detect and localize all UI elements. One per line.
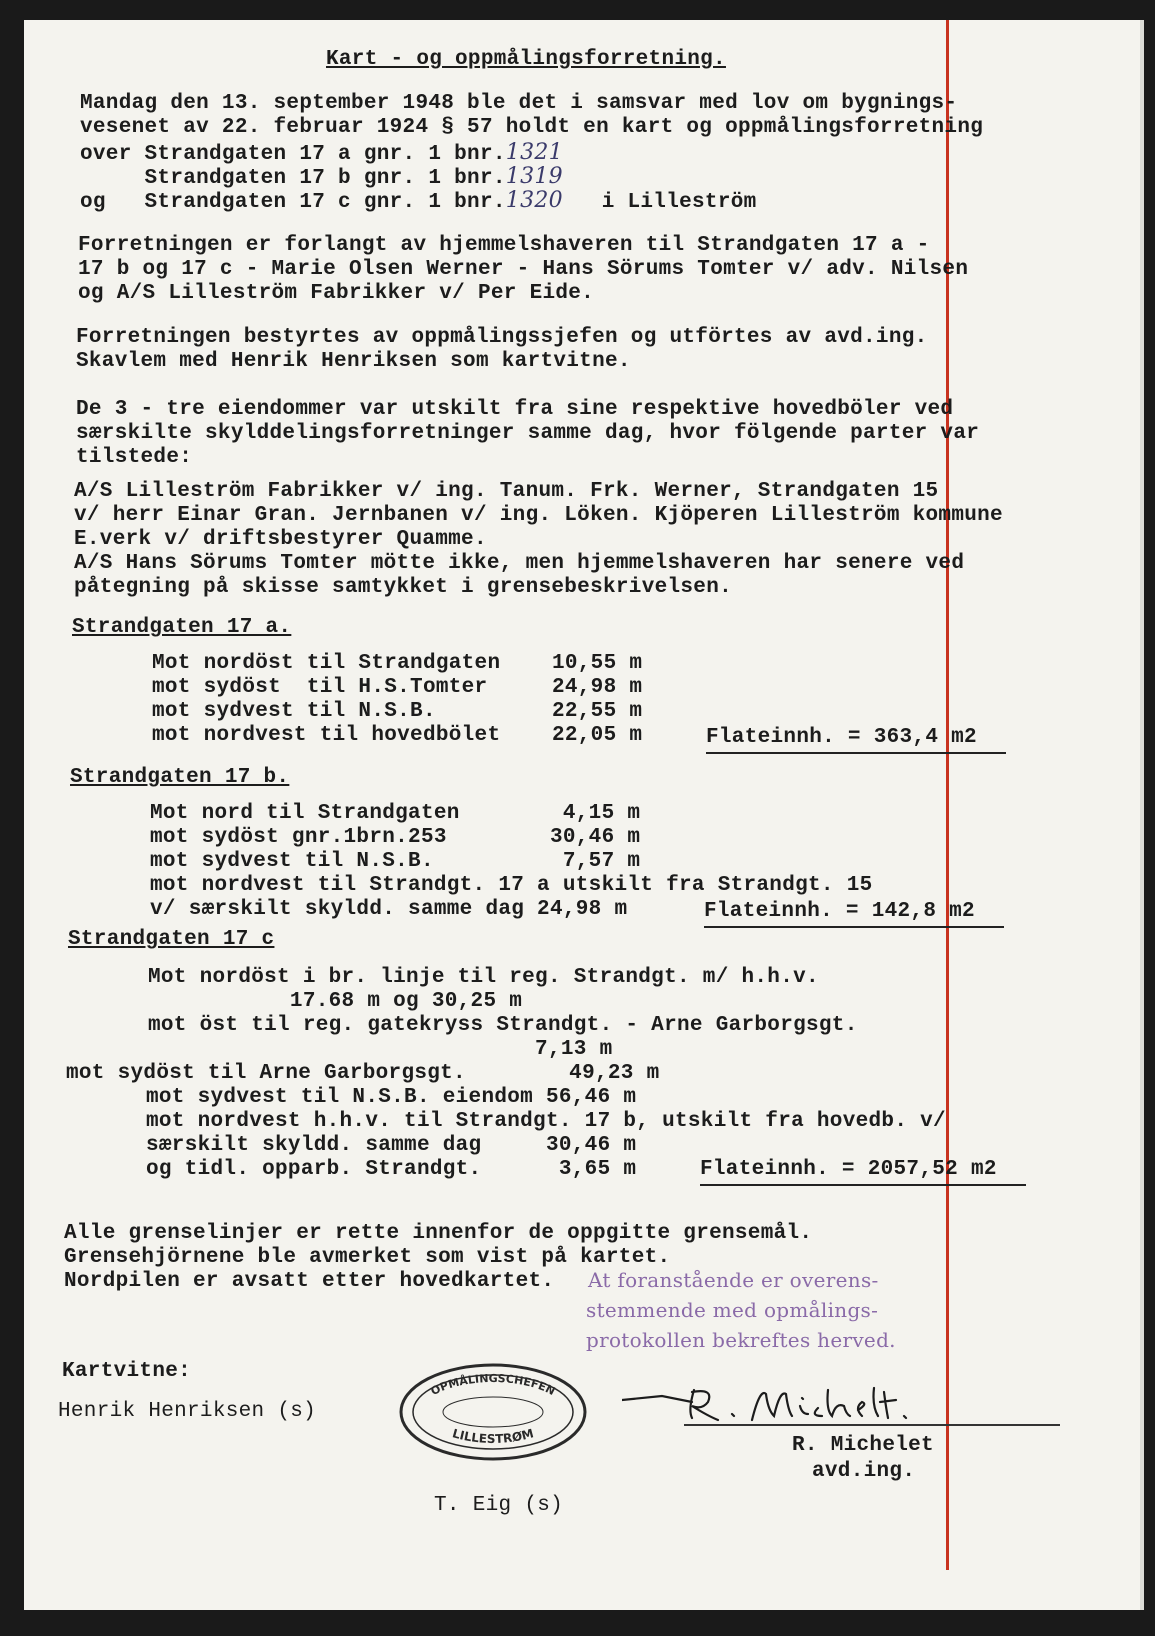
- para5-line-2: v/ herr Einar Gran. Jernbanen v/ ing. Löken. Kjöperen Lilleström kommune: [74, 504, 1003, 527]
- stamp-line-1: At foranstående er overens-: [588, 1268, 879, 1292]
- document-title: Kart - og oppmålingsforretning.: [326, 48, 726, 71]
- area-underline: [704, 926, 1004, 928]
- intro-line-5: og Strandgaten 17 c gnr. 1 bnr.1320 i Lilleström: [80, 188, 757, 214]
- para5-line-5: påtegning på skisse samtykket i grensebeskrivelsen.: [74, 576, 733, 599]
- section-17b-row: mot sydöst gnr.1brn.253 30,46 m: [150, 826, 641, 849]
- para2-line-3: og A/S Lilleström Fabrikker v/ Per Eide.: [78, 282, 595, 305]
- para2-line-1: Forretningen er forlangt av hjemmelshaveren til Strandgaten 17 a -: [78, 234, 930, 257]
- para4-line-1: De 3 - tre eiendommer var utskilt fra sine respektive hovedböler ved: [76, 398, 954, 421]
- witness-heading: Kartvitne:: [62, 1360, 192, 1383]
- section-17b-row: mot nordvest til Strandgt. 17 a utskilt fra Strandgt. 15: [150, 874, 873, 897]
- intro-line-4: Strandgaten 17 b gnr. 1 bnr.1319: [80, 164, 563, 190]
- handwritten-bnr-17a: 1321: [505, 140, 563, 165]
- signer-title: avd.ing.: [812, 1460, 916, 1483]
- official-seal: [398, 1362, 588, 1462]
- section-17c-row: mot nordvest h.h.v. til Strandgt. 17 b, utskilt fra hovedb. v/: [146, 1110, 946, 1133]
- section-17c-row: særskilt skyldd. samme dag 30,46 m: [146, 1134, 637, 1157]
- stamp-line-3: protokollen bekreftes herved.: [586, 1328, 896, 1352]
- para4-line-3: tilstede:: [76, 446, 193, 469]
- section-17b-area: Flateinnh. = 142,8 m2: [704, 900, 975, 923]
- section-17a-area: Flateinnh. = 363,4 m2: [706, 726, 977, 749]
- signature-line: [684, 1424, 1060, 1426]
- section-17b-row: v/ særskilt skyldd. samme dag 24,98 m: [150, 898, 628, 921]
- section-17b-heading: Strandgaten 17 b.: [70, 766, 290, 789]
- closing-line-3: Nordpilen er avsatt etter hovedkartet.: [64, 1270, 555, 1293]
- section-17a-heading: Strandgaten 17 a.: [72, 616, 292, 639]
- para5-line-4: A/S Hans Sörums Tomter mötte ikke, men hjemmelshaveren har senere ved: [74, 552, 965, 575]
- closing-line-2: Grensehjörnene ble avmerket som vist på kartet.: [64, 1246, 671, 1269]
- handwritten-bnr-17c: 1320: [505, 188, 563, 213]
- para4-line-2: særskilte skylddelingsforretninger samme dag, hvor fölgende parter var: [76, 422, 980, 445]
- para5-line-3: E.verk v/ driftsbestyrer Quamme.: [74, 528, 487, 551]
- svg-text:OPMÅLINGSCHEFEN: [429, 1372, 558, 1398]
- para3-line-2: Skavlem med Henrik Henriksen som kartvitne.: [76, 350, 631, 373]
- section-17c-area: Flateinnh. = 2057,52 m2: [700, 1158, 997, 1181]
- signature-strokes: [622, 1388, 906, 1420]
- cosigner-name: T. Eig (s): [434, 1494, 564, 1517]
- signer-name: R. Michelet: [792, 1434, 934, 1457]
- section-17c-row: mot sydöst til Arne Garborgsgt. 49,23 m: [66, 1062, 660, 1085]
- section-17c-row: mot öst til reg. gatekryss Strandgt. - Arne Garborgsgt.: [148, 1014, 858, 1037]
- para3-line-1: Forretningen bestyrtes av oppmålingssjefen og utförtes av avd.ing.: [76, 326, 928, 349]
- para2-line-2: 17 b og 17 c - Marie Olsen Werner - Hans Sörums Tomter v/ adv. Nilsen: [78, 258, 969, 281]
- area-underline: [700, 1184, 1026, 1186]
- section-17b-row: mot sydvest til N.S.B. 7,57 m: [150, 850, 641, 873]
- closing-line-1: Alle grenselinjer er rette innenfor de oppgitte grensemål.: [64, 1222, 813, 1245]
- section-17a-row: mot sydvest til N.S.B. 22,55 m: [152, 700, 643, 723]
- seal-top-text: OPMÅLINGSCHEFEN: [428, 1371, 558, 1399]
- section-17c-heading: Strandgaten 17 c: [68, 928, 275, 951]
- svg-text:LILLESTRØM: [451, 1426, 535, 1446]
- seal-bottom-text: LILLESTRØM: [450, 1426, 536, 1447]
- stamp-line-2: stemmende med opmålings-: [586, 1298, 879, 1322]
- section-17c-row: 17.68 m og 30,25 m: [148, 990, 523, 1013]
- handwritten-bnr-17b: 1319: [505, 164, 563, 189]
- section-17c-row: mot sydvest til N.S.B. eiendom 56,46 m: [146, 1086, 637, 1109]
- section-17c-row: og tidl. opparb. Strandgt. 3,65 m: [146, 1158, 637, 1181]
- section-17c-row: Mot nordöst i br. linje til reg. Strandgt. m/ h.h.v.: [148, 966, 819, 989]
- margin-line: [946, 20, 949, 1570]
- witness-name: Henrik Henriksen (s): [58, 1400, 317, 1423]
- section-17b-row: Mot nord til Strandgaten 4,15 m: [150, 802, 641, 825]
- intro-line-2: vesenet av 22. februar 1924 § 57 holdt en kart og oppmålingsforretning: [80, 116, 984, 139]
- handwritten-signature: [622, 1380, 922, 1430]
- section-17a-row: Mot nordöst til Strandgaten 10,55 m: [152, 652, 643, 675]
- section-17a-row: mot nordvest til hovedbölet 22,05 m: [152, 724, 643, 747]
- intro-line-3: over Strandgaten 17 a gnr. 1 bnr.1321: [80, 140, 563, 166]
- section-17c-row: 7,13 m: [148, 1038, 613, 1061]
- section-17a-row: mot sydöst til H.S.Tomter 24,98 m: [152, 676, 643, 699]
- intro-line-1: Mandag den 13. september 1948 ble det i samsvar med lov om bygnings-: [80, 92, 958, 115]
- area-underline: [706, 752, 1006, 754]
- para5-line-1: A/S Lilleström Fabrikker v/ ing. Tanum. Frk. Werner, Strandgaten 15: [74, 480, 939, 503]
